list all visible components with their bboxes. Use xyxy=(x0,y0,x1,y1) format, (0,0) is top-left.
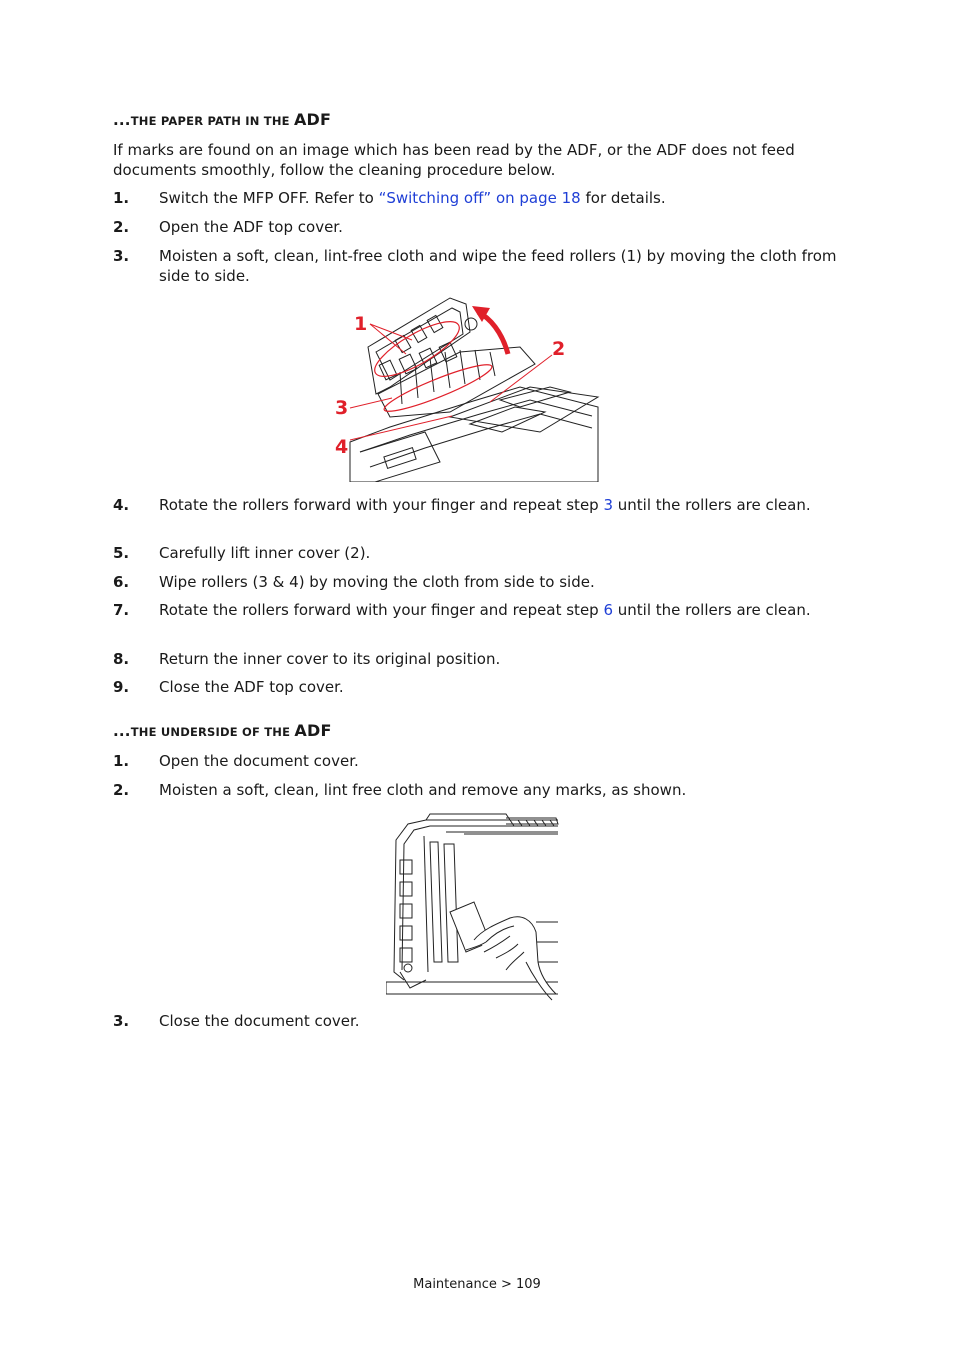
step-text-after: until the rollers are clean. xyxy=(613,601,811,619)
heading-small-caps: THE PAPER PATH IN THE xyxy=(130,114,294,128)
step-6-link[interactable]: 6 xyxy=(603,601,614,619)
adf-rollers-illustration xyxy=(330,292,602,482)
step-number: 5. xyxy=(113,544,130,562)
step-text: Open the ADF top cover. xyxy=(159,218,343,236)
step-text xyxy=(159,601,849,621)
step-number: 7. xyxy=(113,601,130,619)
step-text: Moisten a soft, clean, lint free cloth and remove any marks, as shown. xyxy=(159,781,687,799)
step-text: Open the document cover. xyxy=(159,752,359,770)
step-number: 2. xyxy=(113,218,130,236)
switching-off-link[interactable]: “Switching off” on page 18 xyxy=(378,189,581,207)
page-footer: Maintenance > 109 xyxy=(413,1277,541,1292)
step-number: 9. xyxy=(113,678,130,696)
step-text: Wipe rollers (3 & 4) by moving the cloth from side to side. xyxy=(159,573,595,591)
step-number: 1. xyxy=(113,752,130,770)
step-text-after: for details. xyxy=(580,189,666,207)
step-text xyxy=(159,496,849,516)
step-text: Close the ADF top cover. xyxy=(159,678,344,696)
heading-prefix: ... xyxy=(113,722,131,740)
heading-adf: ADF xyxy=(294,721,332,740)
intro-paragraph: If marks are found on an image which has been read by the ADF, or the ADF does not feed documents smoothly, follow the cleaning procedure below. xyxy=(113,141,795,179)
step-number: 6. xyxy=(113,573,130,591)
callout-4: 4 xyxy=(335,436,349,458)
step-text: Moisten a soft, clean, lint-free cloth and wipe the feed rollers (1) by moving the cloth from side to side. xyxy=(159,247,837,285)
step-number: 1. xyxy=(113,189,130,207)
step-3-link[interactable]: 3 xyxy=(603,496,614,514)
section-heading-underside xyxy=(113,721,332,740)
step-text: Carefully lift inner cover (2). xyxy=(159,544,371,562)
heading-prefix: ... xyxy=(113,111,131,129)
step-text-before: Rotate the rollers forward with your finger and repeat step xyxy=(159,601,604,619)
heading-small-caps: THE UNDERSIDE OF THE xyxy=(130,725,295,739)
section-heading-paper-path xyxy=(113,110,331,129)
step-text-before: Switch the MFP OFF. Refer to xyxy=(159,189,379,207)
callout-3: 3 xyxy=(335,397,349,419)
step-text xyxy=(159,189,849,209)
step-number: 8. xyxy=(113,650,130,668)
step-text-after: until the rollers are clean. xyxy=(613,496,811,514)
heading-adf: ADF xyxy=(293,110,332,129)
step-number: 2. xyxy=(113,781,130,799)
callout-1: 1 xyxy=(354,313,368,335)
step-number: 3. xyxy=(113,1012,130,1030)
callout-2: 2 xyxy=(552,338,566,360)
step-number: 4. xyxy=(113,496,130,514)
step-number: 3. xyxy=(113,247,130,265)
step-text: Close the document cover. xyxy=(159,1012,360,1030)
step-text: Return the inner cover to its original position. xyxy=(159,650,501,668)
step-text-before: Rotate the rollers forward with your finger and repeat step xyxy=(159,496,604,514)
adf-underside-illustration xyxy=(386,812,560,1008)
